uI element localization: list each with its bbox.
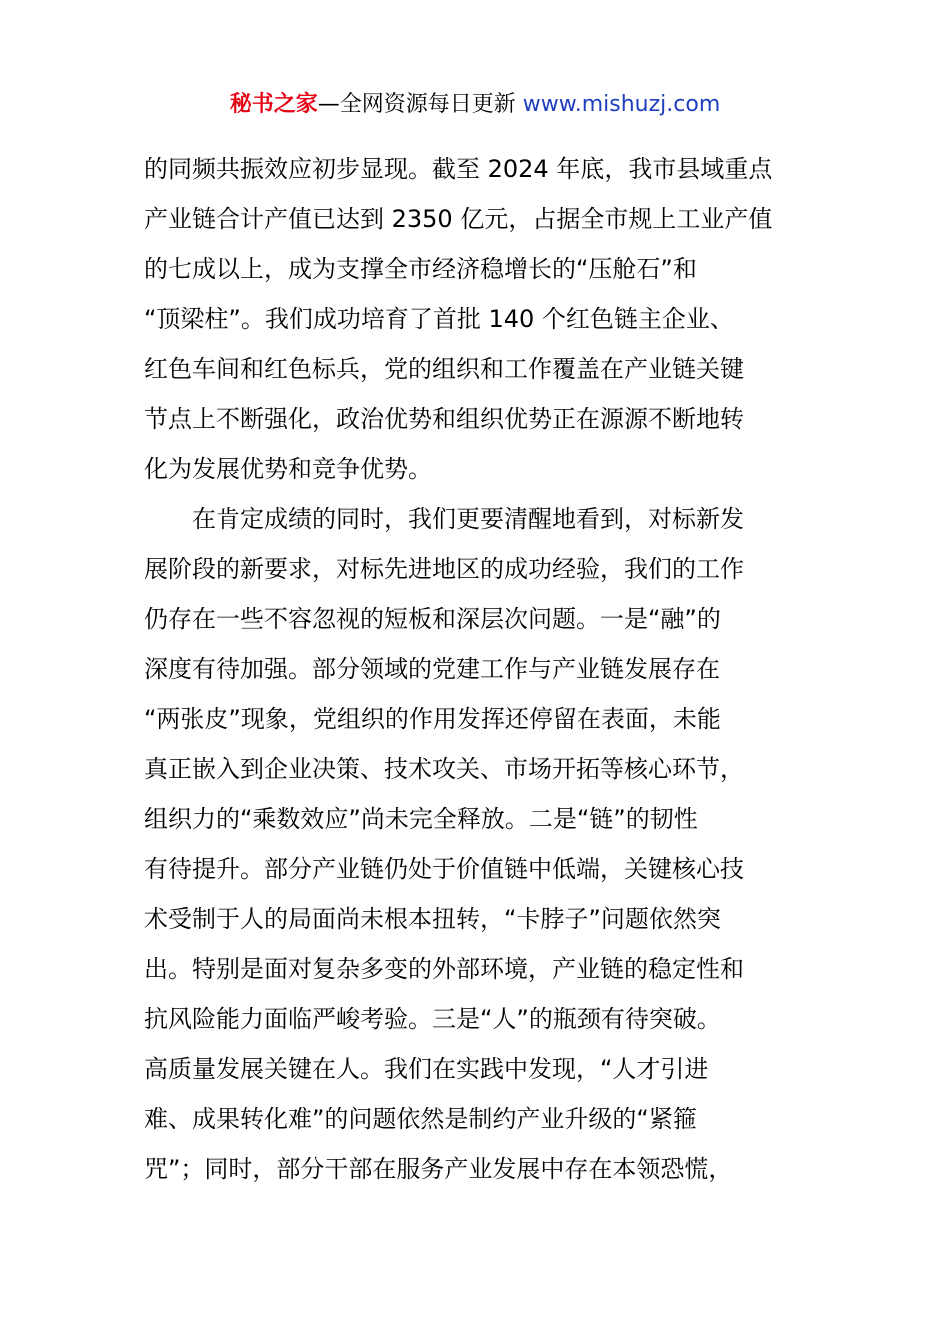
text-line: 难、成果转化难”的问题依然是制约产业升级的“紧箍 <box>144 1105 697 1133</box>
text-line: 出。特别是面对复杂多变的外部环境，产业链的稳定性和 <box>144 955 744 983</box>
text-line: 节点上不断强化，政治优势和组织优势正在源源不断地转 <box>144 405 744 433</box>
text-line: 深度有待加强。部分领域的党建工作与产业链发展存在 <box>144 655 720 683</box>
page-header <box>0 88 950 122</box>
text-line: 展阶段的新要求，对标先进地区的成功经验，我们的工作 <box>144 555 744 583</box>
text-line: 真正嵌入到企业决策、技术攻关、市场开拓等核心环节， <box>144 755 744 783</box>
text-line: 产业链合计产值已达到 2350 亿元，占据全市规上工业产值 <box>144 205 773 233</box>
text-line: 组织力的“乘数效应”尚未完全释放。二是“链”的韧性 <box>144 805 698 833</box>
text-line: “两张皮”现象，党组织的作用发挥还停留在表面，未能 <box>144 705 721 733</box>
text-line: 术受制于人的局面尚未根本扭转，“卡脖子”问题依然突 <box>144 905 721 933</box>
text-line: 的同频共振效应初步显现。截至 2024 年底，我市县域重点 <box>144 155 773 183</box>
text-line: 高质量发展关键在人。我们在实践中发现，“人才引进 <box>144 1055 709 1083</box>
text-line: 的七成以上，成为支撑全市经济稳增长的“压舱石”和 <box>144 255 697 283</box>
document-body <box>144 144 824 1194</box>
header-tagline: —全网资源每日更新 <box>317 92 523 117</box>
site-url-link[interactable]: www.mishuzj.com <box>522 92 721 117</box>
text-line: “顶梁柱”。我们成功培育了首批 140 个红色链主企业、 <box>144 305 734 333</box>
paragraph-start-line: 在肯定成绩的同时，我们更要清醒地看到，对标新发 <box>192 505 744 533</box>
text-line: 红色车间和红色标兵，党的组织和工作覆盖在产业链关键 <box>144 355 744 383</box>
text-line: 有待提升。部分产业链仍处于价值链中低端，关键核心技 <box>144 855 744 883</box>
text-line: 化为发展优势和竞争优势。 <box>144 455 432 483</box>
brand-name: 秘书之家 <box>229 92 318 117</box>
text-line: 咒”；同时，部分干部在服务产业发展中存在本领恐慌， <box>144 1155 733 1183</box>
text-line: 抗风险能力面临严峻考验。三是“人”的瓶颈有待突破。 <box>144 1005 721 1033</box>
text-line: 仍存在一些不容忽视的短板和深层次问题。一是“融”的 <box>144 605 721 633</box>
